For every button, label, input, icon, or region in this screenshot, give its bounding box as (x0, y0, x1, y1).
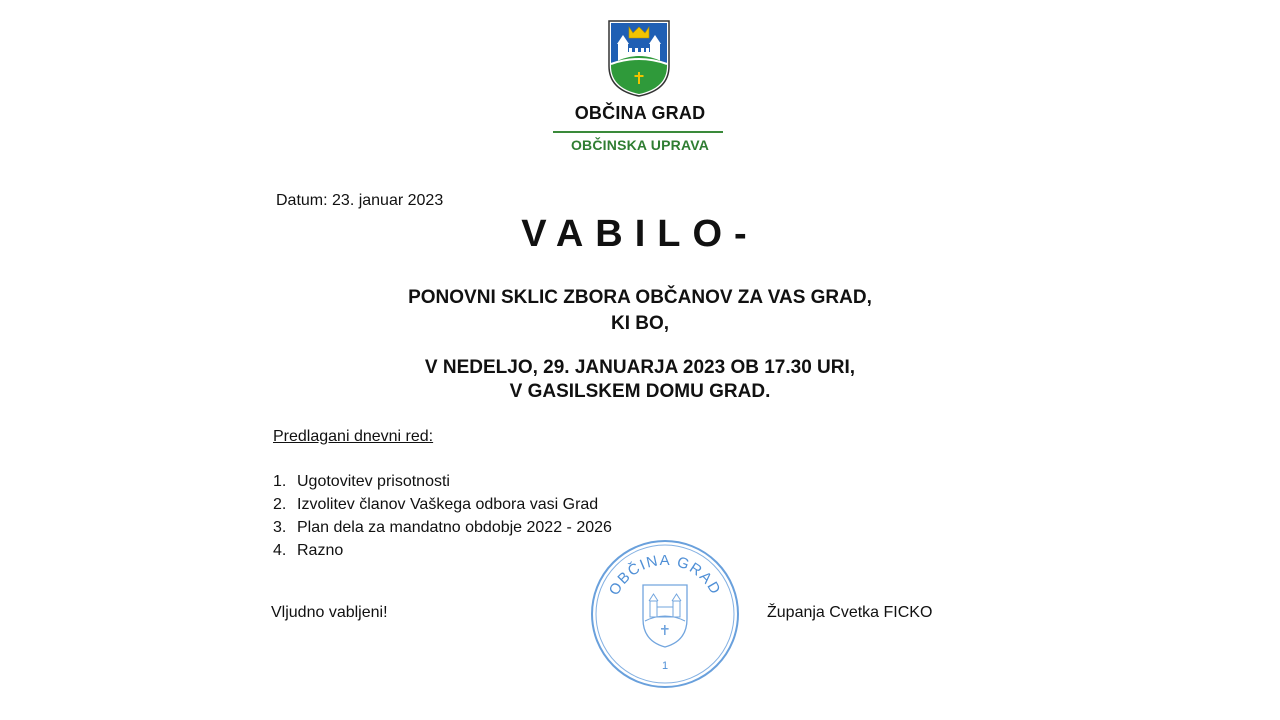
agenda-item-number: 3. (273, 519, 287, 536)
stamp-number: 1 (661, 660, 669, 672)
heading-line-3: V NEDELJO, 29. JANUARJA 2023 OB 17.30 URI, (424, 357, 856, 378)
stamp-text: OBČINA GRAD (605, 552, 725, 599)
agenda-item-text: Razno (297, 542, 344, 559)
stamp-coat-of-arms-icon (643, 585, 687, 647)
agenda-item-text: Ugotovitev prisotnosti (297, 473, 450, 490)
agenda-item-number: 4. (273, 542, 287, 559)
heading-line-4: V GASILSKEM DOMU GRAD. (509, 381, 771, 402)
agenda-list (273, 470, 612, 562)
agenda-item-text: Plan dela za mandatno obdobje 2022 - 2026 (297, 519, 612, 536)
official-stamp (588, 537, 742, 691)
org-name: OBČINA GRAD (574, 103, 706, 123)
heading-line-2: KI BO, (610, 313, 670, 334)
coat-of-arms-icon (605, 18, 673, 98)
document-date: Datum: 23. januar 2023 (276, 192, 444, 209)
header-divider (553, 131, 723, 133)
closing-greeting: Vljudno vabljeni! (271, 604, 388, 621)
agenda-item-number: 2. (273, 496, 287, 513)
agenda-item-text: Izvolitev članov Vaškega odbora vasi Grad (297, 496, 599, 513)
agenda-item (273, 516, 612, 539)
agenda-item (273, 539, 612, 562)
signature-line: Županja Cvetka FICKO (767, 604, 933, 621)
document-title: VABILO- (521, 213, 759, 255)
heading-line-1: PONOVNI SKLIC ZBORA OBČANOV ZA VAS GRAD, (408, 287, 872, 308)
org-subtitle: OBČINSKA UPRAVA (570, 137, 710, 153)
agenda-item-number: 1. (273, 473, 287, 490)
agenda-item (273, 470, 612, 493)
agenda-title: Predlagani dnevni red: (273, 428, 434, 445)
agenda-item (273, 493, 612, 516)
